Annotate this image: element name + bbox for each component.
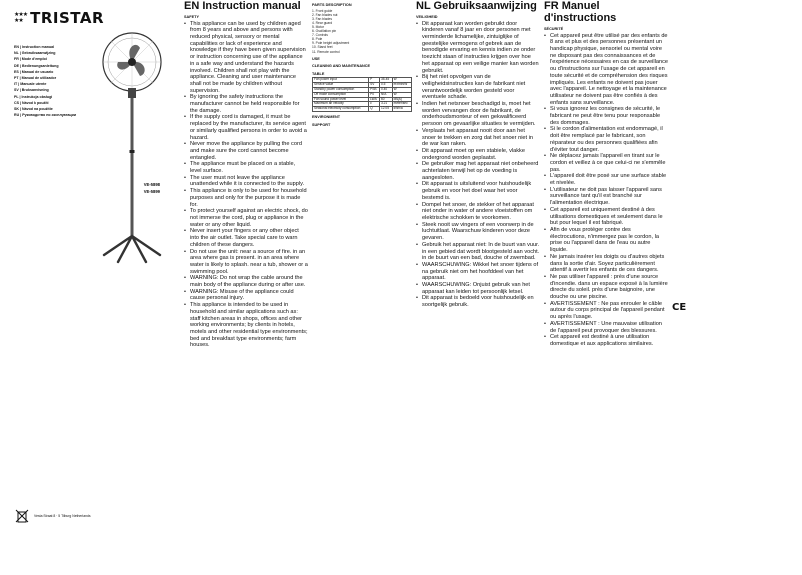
table-cell: P0 — [369, 92, 380, 97]
fr-bullet: • Ne jamais insérer les doigts ou d'autres objets dans la sortie d'air. Soyez particulièrement attentif à avertir les enfants de ces dangers. — [544, 254, 668, 274]
part-item: 7. Controls — [312, 33, 328, 38]
en-bullet: • The appliance must be placed on a stable, level surface. — [184, 161, 308, 174]
cover-column — [0, 0, 178, 575]
language-list — [14, 44, 92, 118]
language-item: FR | Mode d'emploi — [14, 57, 47, 62]
nl-bullet: • Bij het niet opvolgen van de veiligheidsinstructies kan de fabrikant niet verantwoordelijk worden gesteld voor eventuele schade. — [416, 74, 540, 101]
table-cell: c — [369, 102, 380, 107]
fr-column-2 — [672, 0, 796, 575]
table-cell: W — [392, 92, 411, 97]
part-item: 8. Pole — [312, 37, 323, 42]
nl-bullet: • Dompel het snoer, de stekker of het apparaat niet onder in water of andere vloeistoffen om elektrische schokken te voorkomen. — [416, 202, 540, 222]
part-item: 6. Oscillation pin — [312, 29, 337, 34]
part-item: 1. Front guide — [312, 8, 333, 13]
fr-safety-heading: SÉCURITÉ — [544, 27, 564, 31]
en-column-2 — [312, 0, 412, 575]
fr-bullet: • Ne déplacez jamais l'appareil en tirant sur le cordon et veillez à ce que celui-ci ne s'emmêle pas. — [544, 153, 668, 173]
fr-bullet: • L'utilisateur ne doit pas laisser l'appareil sans surveillance tant qu'il est branché sur l'alimentation électrique. — [544, 187, 668, 207]
fr-bullet: • AVERTISSEMENT : Ne pas enrouler le câble autour du corps principal de l'appareil pendant ou après l'usage. — [544, 301, 668, 321]
en-parts-list — [312, 9, 412, 54]
table-cell: N/A — [380, 92, 393, 97]
part-item: 2. Fan blades nut — [312, 12, 338, 17]
table-cell: 60 — [380, 97, 393, 102]
table-cell: dB(A) — [392, 97, 411, 102]
stand-fan-illustration — [84, 30, 174, 300]
en-use-heading: USE — [312, 56, 320, 61]
table-cell: Off mode consumption — [313, 92, 369, 97]
en-safety-heading: SAFETY — [184, 15, 199, 19]
en-environment-heading: ENVIRONMENT — [312, 114, 341, 119]
language-item: CS | Návod k použití — [14, 100, 49, 105]
table-cell: Service value — [313, 83, 369, 88]
part-item: 10. Stand feet — [312, 45, 333, 50]
fr-bullet: • Cet appareil est uniquement destiné à des utilisations domestiques et seulement dans le but pour lequel il est fabriqué. — [544, 207, 668, 227]
table-row — [313, 107, 412, 112]
table-cell: 3.21 — [380, 102, 393, 107]
stars-icon: ★★★ ★★ — [14, 12, 28, 24]
table-cell: Standby power consumption — [313, 88, 369, 93]
en-bullet: • Do not use the unit: near a source of fire. in an area where gas is present. in an area where water is likely to splash. near a tub, shower or a swimming pool. — [184, 249, 308, 276]
en-bullet: • Never insert your fingers or any other object into the air outlet. Take special care to warn children of these dangers. — [184, 228, 308, 248]
table-cell: kWh/a — [392, 107, 411, 112]
nl-bullet: • Dit apparaat is bedoeld voor huishoudelijk en soortgelijk gebruik. — [416, 295, 540, 308]
table-cell: W — [392, 88, 411, 93]
fr-bullet: • Afin de vous protéger contre des électrocutions, n'immergez pas le cordon, la prise ou l'appareil dans de l'eau ou autre liquide. — [544, 227, 668, 254]
table-cell: meter/sec — [392, 102, 411, 107]
en-spec-table — [312, 77, 412, 112]
nl-safety-list — [416, 21, 540, 309]
en-column — [184, 0, 308, 575]
en-parts-heading: PARTS DESCRIPTION — [312, 3, 352, 7]
en-bullet: • The user must not leave the appliance unattended while it is connected to the supply. — [184, 175, 308, 188]
footer-address: Vesta Straat 8 · 5 Tilburg Netherlands — [34, 513, 91, 518]
svg-text:CE: CE — [672, 302, 687, 313]
language-item: RU | Руководство по эксплуатации — [14, 113, 77, 118]
nl-bullet: • WAARSCHUWING: Onjuist gebruik van het apparaat kan leiden tot persoonlijk letsel. — [416, 282, 540, 295]
language-item: PT | Manual de utilizador — [14, 76, 57, 81]
table-cell: Fan power input — [313, 78, 369, 83]
ce-mark-row — [672, 300, 796, 312]
table-cell: m³/min/W — [392, 83, 411, 88]
table-cell: 0.40 — [380, 88, 393, 93]
ce-mark-icon — [672, 300, 687, 313]
table-cell: Seasonal electricity consumption — [313, 107, 369, 112]
en-bullet: • WARNING: Do not wrap the cable around the main body of the appliance during or after use. — [184, 275, 308, 288]
fr-bullet: • Cet appareil peut être utilisé par des enfants de 8 ans et plus et des personnes présentant un handicap physique, sensoriel ou mental voire ne disposant pas des connaissances et de l'expérience nécessaires en cas de surveillance ou d'instructions sur l'usage de cet appareil en toute sécurité et de compréhension des risques impliqués. Les enfants ne doivent pas jouer avec l'appareil. Le nettoyage et la maintenance utilisateur ne doivent pas être confiés à des enfants sans surveillance. — [544, 33, 668, 107]
fr-column — [544, 0, 668, 575]
language-item: EN | Instruction manual — [14, 45, 55, 49]
nl-column — [416, 0, 540, 575]
model-numbers — [120, 181, 160, 195]
en-bullet: • Never move the appliance by pulling the cord and make sure the cord cannot become entangled. — [184, 141, 308, 161]
nl-bullet: • Dit apparaat is uitsluitend voor huishoudelijk gebruik en voor het doel waar het voor bestemd is. — [416, 181, 540, 201]
nl-bullet: • Dit apparaat moet op een stabiele, vlakke ondergrond worden geplaatst. — [416, 148, 540, 161]
part-item: 4. Rear guard — [312, 20, 333, 25]
language-item: DE | Bedienungsanleitung — [14, 63, 59, 68]
nl-safety-heading: VEILIGHEID — [416, 15, 438, 19]
table-cell: 12.05 — [380, 107, 393, 112]
en-title: EN Instruction manual — [184, 0, 301, 12]
brand-name: TRISTAR — [30, 9, 105, 27]
part-item: 5. Motor — [312, 24, 325, 29]
model-number: VE-5899 — [143, 189, 160, 194]
en-table-heading: TABLE — [312, 71, 325, 76]
language-item: PL | Instrukcja obsługi — [14, 94, 53, 99]
fr-bullet: • Ne pas utiliser l'appareil : près d'une source d'incendie. dans un espace exposé à la lumière directe du soleil. près d'une baignoire, une douche ou une piscine. — [544, 274, 668, 301]
fr-bullet: • L'appareil doit être posé sur une surface stable et nivelée. — [544, 173, 668, 186]
fr-bullet: • Cet appareil est destiné à une utilisation domestique et aux applications similaires. — [544, 334, 668, 347]
table-cell: Fan sound power level — [313, 97, 369, 102]
table-cell: PSB — [369, 88, 380, 93]
nl-title: NL Gebruiksaanwijzing — [416, 0, 537, 12]
table-cell: Maximum air velocity — [313, 102, 369, 107]
nl-bullet: • Indien het netsnoer beschadigd is, moet het worden vervangen door de fabrikant, de onderhoudsmonteur of een gekwalificeerd persoon om gevaarlijke situaties te vermijden. — [416, 101, 540, 128]
en-bullet: • WARNING: Misuse of the appliance could cause personal injury. — [184, 289, 308, 302]
en-support-heading: SUPPORT — [312, 122, 331, 127]
table-cell: Q — [369, 107, 380, 112]
table-cell: P — [369, 78, 380, 83]
language-item: IT | Manuale utente — [14, 82, 47, 87]
part-item: 9. Pole height adjustment — [312, 41, 350, 46]
fr-bullet: • Si vous ignorez les consignes de sécurité, le fabricant ne peut être tenu pour responsable des dommages. — [544, 106, 668, 126]
model-number: VE-5898 — [143, 182, 160, 187]
nl-bullet: • De gebruiker mag het apparaat niet onbeheerd achterlaten terwijl het op de voeding is aangesloten. — [416, 161, 540, 181]
nl-bullet: • WAARSCHUWING: Wikkel het snoer tijdens of na gebruik niet om het hoofddeel van het apparaat. — [416, 262, 540, 282]
cover-footer — [14, 508, 174, 524]
part-item: 11. Remote control — [312, 49, 340, 54]
language-item: ES | Manual de usuario — [14, 69, 54, 74]
en-bullet: • To protect yourself against an electric shock, do not immerse the cord, plug or appliance in the water or any other liquid. — [184, 208, 308, 228]
nl-bullet: • Dit apparaat kan worden gebruikt door kinderen vanaf 8 jaar en door personen met verminderde lichamelijke, zintuiglijke of geestelijke vermogens of gebrek aan de benodigde ervaring en kennis indien ze onder toezicht staan of instructies krijgen over hoe het apparaat op een veilige manier kan worden gebruikt. — [416, 21, 540, 75]
en-safety-list — [184, 21, 308, 349]
nl-bullet: • Gebruik het apparaat niet: In de buurt van vuur. in een gebied dat wordt blootgesteld aan vocht. in de buurt van een bad, douche of zwembad. — [416, 242, 540, 262]
language-item: NL | Gebruiksaanwijzing — [14, 51, 56, 56]
en-bullet: • This appliance is only to be used for household purposes and only for the purpose it is made for. — [184, 188, 308, 208]
fr-bullet: • Si le cordon d'alimentation est endommagé, il doit être remplacé par le fabricant, son réparateur ou des personnes qualifiées afin d'éviter tout danger. — [544, 126, 668, 153]
table-cell: LWA — [369, 97, 380, 102]
table-cell: 0.5 — [380, 83, 393, 88]
table-cell: W — [392, 78, 411, 83]
fr-bullet: • AVERTISSEMENT : Une mauvaise utilisation de l'appareil peut provoquer des blessures. — [544, 321, 668, 334]
table-cell: 35-45 — [380, 78, 393, 83]
bin-icon — [14, 508, 30, 524]
en-bullet: • This appliance is intended to be used in household and similar applications such as: staff kitchen areas in shops, offices and other working environments; by clients in hotels, motels and other residential type environments; bed and breakfast type environments; farm houses. — [184, 302, 308, 349]
en-cleaning-heading: CLEANING AND MAINTENANCE — [312, 64, 371, 69]
language-item: SK | Návod na použitie — [14, 107, 53, 112]
fr-safety-list — [544, 33, 668, 348]
nl-bullet: • Steek nooit uw vingers of een voorwerp in de luchtuitlaat. Waarschuw kinderen voor deze gevaren. — [416, 222, 540, 242]
en-bullet: • By ignoring the safety instructions the manufacturer cannot be held responsible for the damage. — [184, 94, 308, 114]
language-item: SV | Bruksanvisning — [14, 88, 49, 93]
brand-logo — [14, 9, 104, 27]
en-bullet: • This appliance can be used by children aged from 8 years and above and persons with reduced physical, sensory or mental capabilities or lack of experience and knowledge if they have been given supervision or instruction concerning use of the appliance in a safe way and understand the hazards involved. Children shall not play with the appliance. Cleaning and user maintenance shall not be made by children without supervision. — [184, 21, 308, 95]
nl-bullet: • Verplaats het apparaat nooit door aan het snoer te trekken en zorg dat het snoer niet in de war kan raken. — [416, 128, 540, 148]
fr-title: FR Manuel d'instructions — [544, 0, 617, 24]
en-bullet: • If the supply cord is damaged, it must be replaced by the manufacturer, its service agent or similarly qualified persons in order to avoid a hazard. — [184, 114, 308, 141]
part-item: 3. Fan blades — [312, 16, 332, 21]
table-cell: SV — [369, 83, 380, 88]
